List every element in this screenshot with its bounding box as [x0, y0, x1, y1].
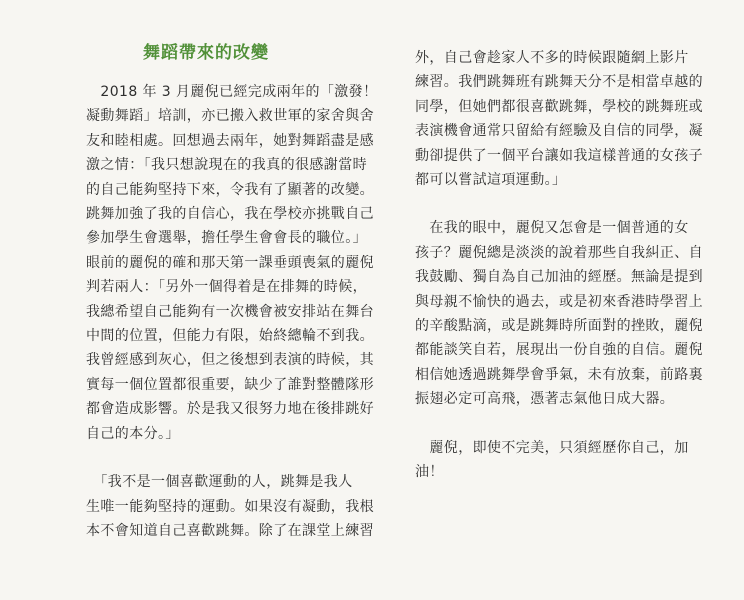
text-line: 振翅必定可高飛，憑著志氣他日成大器。 — [415, 391, 675, 408]
text-line: 我鼓勵、獨自為自己加油的經歷。無論是提到 — [415, 269, 703, 286]
text-line: 跳舞加強了我的自信心，我在學校亦挑戰自己 — [86, 206, 374, 223]
text-line: 實每一個位置都很重要，缺少了誰對整體隊形 — [86, 376, 374, 393]
text-line: 激之情：「我只想說現在的我真的很感謝當時 — [86, 157, 367, 174]
text-line: 的自己能夠堅持下來，令我有了顯著的改變。 — [86, 181, 374, 198]
text-line: 都可以嘗試這項運動。」 — [415, 172, 567, 189]
text-line: 自己的本分。」 — [86, 425, 180, 442]
text-line: 孩子？麗倪總是淡淡的說着那些自我糾正、自 — [415, 244, 703, 261]
text-line: 表演機會通常只留給有經驗及自信的同學，凝 — [415, 123, 703, 140]
text-line: 2018 年 3 月麗倪已經完成兩年的「激發！ — [86, 84, 378, 100]
left-column — [86, 80, 386, 543]
text-line: 相信她透過跳舞學會爭氣，未有放棄，前路裏 — [415, 366, 703, 383]
text-line: 麗倪，即使不完美，只須經歷你自己，加 — [415, 439, 689, 456]
text-line: 我總希望自己能夠有一次機會被安排站在舞台 — [86, 303, 374, 320]
text-line: 我曾經感到灰心，但之後想到表演的時候，其 — [86, 352, 374, 369]
text-line: 都會造成影響。於是我又很努力地在後排跳好 — [86, 401, 374, 418]
right-column — [415, 46, 715, 485]
text-line: 都能談笑自若，展現出一份自強的自信。麗倪 — [415, 342, 703, 359]
text-line: 凝動舞蹈」培訓，亦已搬入救世軍的家舍與舍 — [86, 108, 374, 125]
right-paragraph-3 — [415, 436, 715, 485]
left-paragraph-1 — [86, 80, 386, 446]
text-line: 中間的位置，但能力有限，始終總輪不到我。 — [86, 328, 374, 345]
paragraph-gap — [415, 192, 715, 216]
text-line: 友和睦相處。回想過去兩年，她對舞蹈盡是感 — [86, 132, 374, 149]
text-line: 本不會知道自己喜歡跳舞。除了在課堂上練習 — [86, 522, 374, 539]
text-line: 「我不是一個喜歡運動的人，跳舞是我人 — [86, 474, 353, 491]
text-line: 練習。我們跳舞班有跳舞天分不是相當卓越的 — [415, 74, 703, 91]
paragraph-gap — [86, 446, 386, 470]
right-paragraph-1 — [415, 46, 715, 192]
paragraph-gap — [415, 412, 715, 436]
text-line: 眼前的麗倪的確和那天第一課垂頭喪氣的麗倪 — [86, 254, 374, 271]
text-line: 油！ — [415, 464, 444, 481]
text-line: 的辛酸點滴，或是跳舞時所面對的挫敗，麗倪 — [415, 318, 703, 335]
text-line: 生唯一能夠堅持的運動。如果沒有凝動，我根 — [86, 498, 374, 515]
text-line: 參加學生會選舉，擔任學生會會長的職位。」 — [86, 230, 367, 247]
article-title: 舞蹈帶來的改變 — [143, 43, 269, 63]
text-line: 動卻提供了一個平台讓如我這樣普通的女孩子 — [415, 147, 703, 164]
text-line: 外，自己會趁家人不多的時候跟隨網上影片 — [415, 50, 689, 66]
text-line: 判若兩人：「另外一個得着是在排舞的時候， — [86, 279, 367, 296]
text-line: 與母親不愉快的過去，或是初來香港時學習上 — [415, 293, 703, 310]
text-line: 在我的眼中，麗倪又怎會是一個普通的女 — [415, 220, 689, 237]
right-paragraph-2 — [415, 216, 715, 411]
text-line: 同學，但她們都很喜歡跳舞，學校的跳舞班或 — [415, 98, 703, 115]
left-paragraph-2 — [86, 470, 386, 543]
